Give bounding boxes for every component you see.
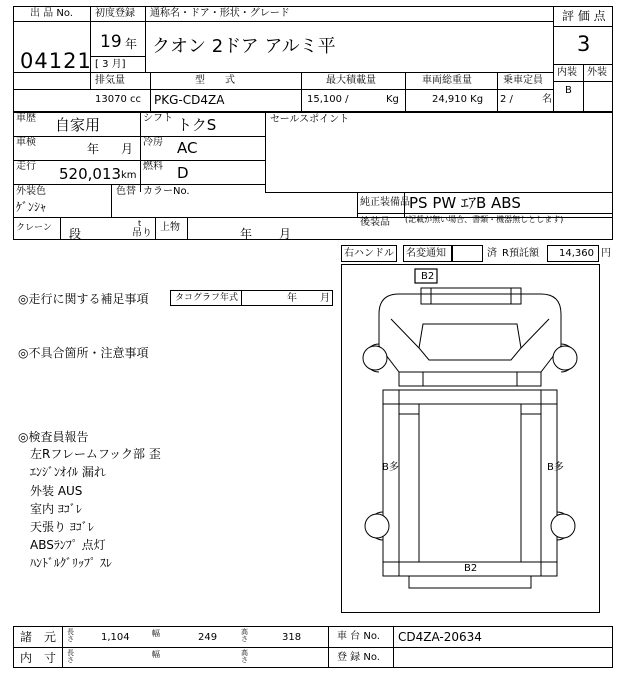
- displacement-value: 13070 cc: [95, 94, 141, 105]
- right-handle-label: 右ハンドル: [344, 248, 394, 259]
- damage-mark-right: B多: [547, 462, 564, 473]
- damage-mark-bottom: B2: [464, 563, 478, 574]
- truck-diagram: [341, 264, 600, 613]
- inspector-item: 左Rフレームフック部 歪: [30, 447, 161, 461]
- history-value: 自家用: [55, 116, 101, 134]
- tachograph-year: 年: [287, 293, 297, 304]
- aircon-label: 冷房: [143, 137, 163, 148]
- crane-ton: 吊り: [132, 228, 152, 239]
- gross-weight-value: 24,910 Kg: [432, 94, 484, 105]
- width-value: 249: [198, 632, 218, 643]
- length-label: 長さ: [67, 628, 74, 644]
- grade-label: 評 価 点: [562, 9, 606, 23]
- mileage-value: 520,013: [59, 165, 122, 183]
- passengers-label: 乗車定員: [503, 75, 543, 86]
- damage-mark-top: B2: [421, 271, 435, 282]
- lot-number: 04121: [20, 49, 92, 73]
- inspector-item: 室内 ﾖｺﾞﾚ: [30, 502, 82, 516]
- height-label: 高さ: [241, 628, 248, 644]
- inspection-month: 月: [121, 142, 134, 156]
- recycle-label: R預託額: [502, 248, 539, 259]
- mileage-unit: km: [121, 170, 137, 181]
- name-label: 通称名・ドア・形状・グレード: [150, 8, 290, 19]
- fuel-label: 燃料: [143, 161, 163, 172]
- recycle-mark: 済: [487, 248, 497, 259]
- width-label: 幅: [152, 629, 160, 638]
- driving-notes-label: ◎走行に関する補足事項: [18, 292, 149, 306]
- grade-score: 3: [577, 32, 591, 56]
- first-reg-label: 初度登録: [95, 8, 135, 19]
- color-code-label: カラーNo.: [143, 186, 190, 197]
- interior-grade-label: 内装: [557, 67, 577, 78]
- crane-ton-mark: t: [138, 219, 142, 228]
- shift-value: トクS: [177, 116, 217, 134]
- inspector-item: ABSﾗﾝﾌﾟ 点灯: [30, 538, 106, 552]
- aftermarket-note: (記載が無い場合、書類・機器無しとします): [405, 215, 564, 224]
- fuel-value: D: [177, 164, 189, 182]
- upper-year: 年: [240, 227, 253, 241]
- recycle-amount: 14,360: [559, 248, 594, 259]
- exterior-grade-label: 外装: [587, 67, 607, 78]
- model-label: 型 式: [195, 75, 235, 86]
- dimensions-label: 諸 元: [20, 630, 57, 644]
- interior-grade: B: [565, 85, 572, 96]
- aircon-value: AC: [177, 139, 198, 157]
- inspection-year: 年: [87, 142, 100, 156]
- color-value: ｹﾞﾝｼｬ: [16, 200, 47, 214]
- equipment-value: PS PW ｴｱB ABS: [409, 194, 521, 212]
- passengers-unit: 名: [542, 94, 552, 105]
- vehicle-name: クオン 2ドア アルミ平: [152, 36, 336, 57]
- name-change-label: 名変通知: [406, 248, 446, 259]
- height-value: 318: [282, 632, 302, 643]
- inner-dimensions-label: 内 寸: [20, 651, 57, 665]
- inspection-label: 車検: [16, 137, 36, 148]
- color-change-label: 色替: [116, 186, 136, 197]
- upper-label: 上物: [160, 222, 180, 233]
- inner-length-label: 長さ: [67, 649, 74, 665]
- inspector-item: ﾊﾝﾄﾞﾙｸﾞﾘｯﾌﾟ ｽﾚ: [30, 556, 112, 570]
- model-value: PKG-CD4ZA: [154, 93, 225, 107]
- shift-label: シフト: [143, 113, 173, 124]
- chassis-value: CD4ZA-20634: [398, 630, 482, 644]
- history-label: 車歴: [16, 113, 36, 124]
- inner-width-label: 幅: [152, 650, 160, 659]
- inspector-item: 天張り ﾖｺﾞﾚ: [30, 520, 94, 534]
- capacity-label: 最大積載量: [326, 75, 376, 86]
- crane-stage: 段: [69, 227, 82, 241]
- inspector-item: ｴﾝｼﾞﾝｵｲﾙ 漏れ: [30, 465, 106, 479]
- defect-notes-label: ◎不具合箇所・注意事項: [18, 346, 149, 360]
- capacity-unit: Kg: [386, 94, 399, 105]
- chassis-label: 車 台 No.: [337, 631, 380, 642]
- first-reg-month: [ 3 月]: [95, 59, 126, 70]
- upper-month: 月: [279, 227, 292, 241]
- name-change-check: [452, 245, 483, 262]
- displacement-label: 排気量: [95, 75, 125, 86]
- crane-label: クレーン: [16, 223, 52, 233]
- sales-point-label: セールスポイント: [270, 114, 350, 125]
- lot-label: 出 品 No.: [30, 8, 73, 19]
- damage-mark-left: B多: [382, 462, 399, 473]
- passengers-value: 2 /: [500, 94, 513, 105]
- inner-height-label: 高さ: [241, 649, 248, 665]
- first-reg-year-unit: 年: [125, 37, 138, 51]
- mileage-label: 走行: [16, 161, 36, 172]
- recycle-unit: 円: [601, 248, 611, 259]
- inspector-item: 外装 AUS: [30, 484, 83, 498]
- tachograph-month: 月: [320, 293, 330, 304]
- length-value: 1,104: [101, 632, 130, 643]
- color-label: 外装色: [16, 186, 46, 197]
- equipment-label: 純正装備品: [360, 197, 410, 208]
- first-reg-year: 19: [100, 32, 122, 52]
- inspector-report-label: ◎検査員報告: [18, 430, 89, 444]
- gross-weight-label: 車両総重量: [422, 75, 472, 86]
- capacity-value: 15,100 /: [307, 94, 349, 105]
- registration-label: 登 録 No.: [337, 652, 380, 663]
- aftermarket-label: 後装品: [360, 217, 390, 228]
- tachograph-label: タコグラフ年式: [175, 293, 239, 303]
